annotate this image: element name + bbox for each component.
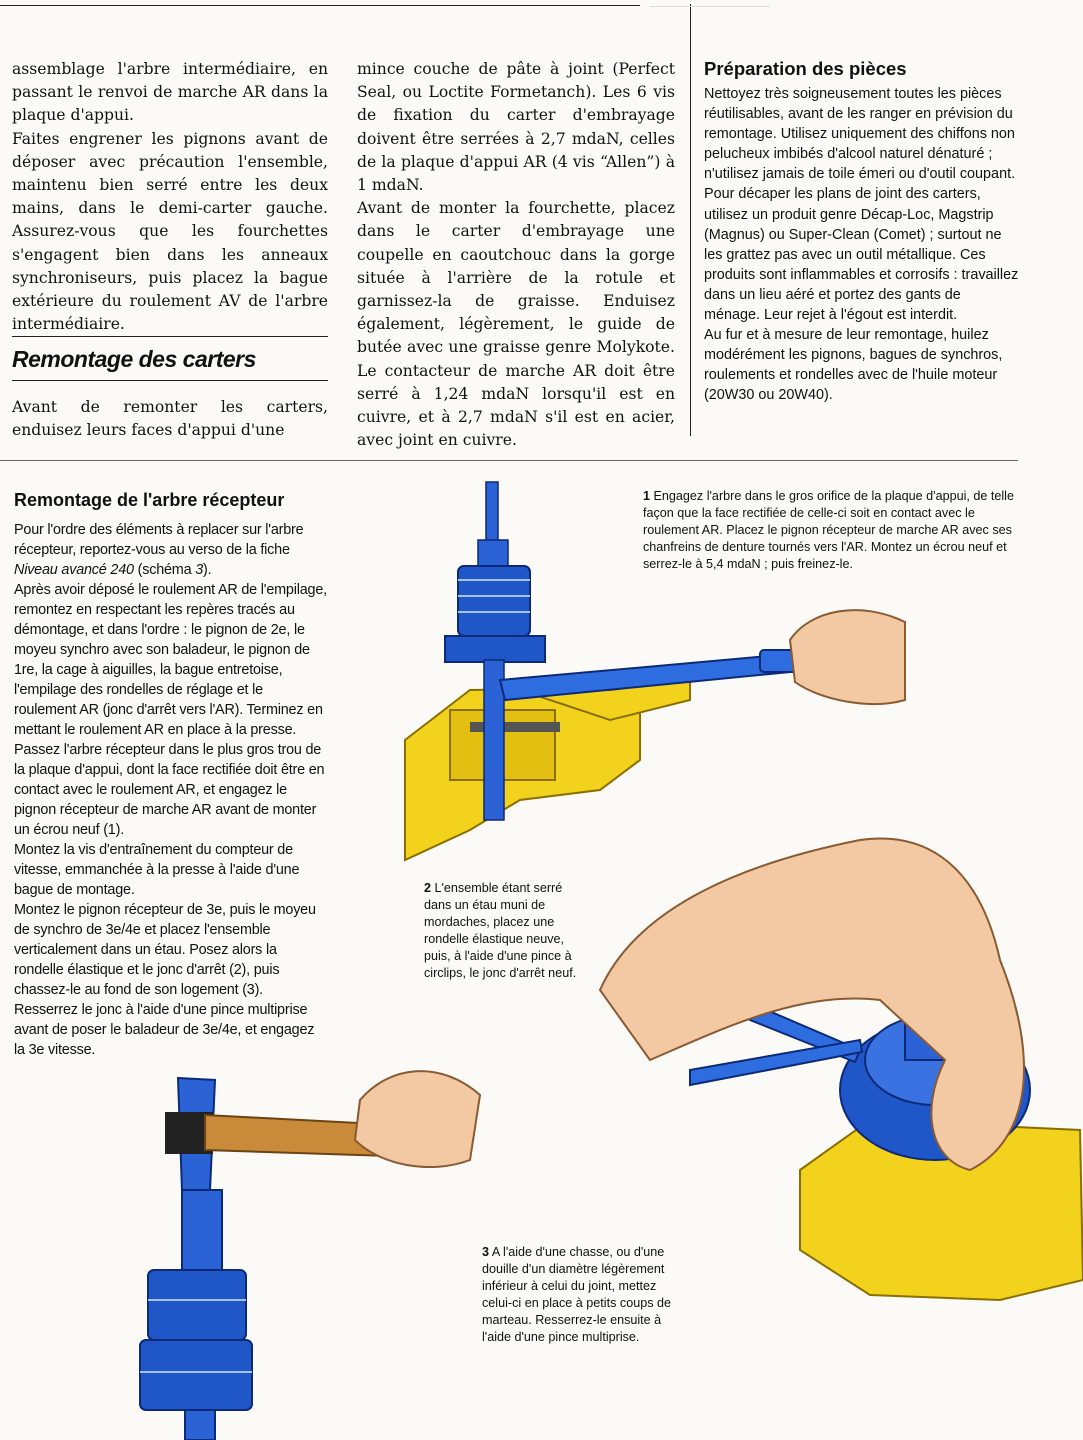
col1-para1: assemblage l'arbre intermédiaire, en passant le renvoi de marche AR dans la plaque d'appui. <box>12 60 328 125</box>
gear-shaft-3 <box>140 1190 252 1440</box>
heading-remontage-carters: Remontage des carters <box>12 346 256 372</box>
heading-preparation: Préparation des pièces <box>704 58 907 79</box>
section-divider <box>0 460 1018 461</box>
hand-3 <box>355 1071 480 1167</box>
lower-text <box>14 520 328 1060</box>
torque-wrench <box>500 650 800 700</box>
col1-para3: Avant de remonter les carters, enduisez leurs faces d'appui d'une <box>12 398 328 440</box>
hand-1 <box>790 610 905 704</box>
heading-rule-top <box>12 336 328 337</box>
col3-para3: Au fur et à mesure de leur remontage, huilez modérément les pignons, bagues de synchros, roulements et rondelles avec de l'huile moteur (20W30 ou 20W40). <box>704 327 1003 404</box>
caption-2: 2 L'ensemble étant serré dans un étau muni de mordaches, placez une rondelle élastique neuve, puis, à l'aide d'une pince à circlips, le jonc d'arrêt neuf. <box>424 881 577 980</box>
show-through-top <box>650 6 770 47</box>
yellow-vise <box>405 680 690 860</box>
caption-1: 1 Engagez l'arbre dans le gros orifice de la plaque d'appui, de telle façon que la face rectifiée de celle-ci soit en contact avec le roulement AR. Placez le pignon récepteur de marche AR avec ses chanfreins de denture tournés vers l'AR. Montez un écrou neuf et serrez-le à 5,4 mdaN ; puis freinez-le. <box>643 489 1014 571</box>
column-2 <box>357 58 675 452</box>
lower-para1: Pour l'ordre des éléments à replacer sur l'arbre récepteur, reportez-vous au verso de la fiche Niveau avancé 240 (schéma 3). <box>14 522 304 578</box>
col1-para2: Faites engrener les pignons avant de déposer avec précaution l'ensemble, maintenu bien serré entre les deux mains, dans le demi-carter gauche. Assurez-vous que les fourchettes s'engagent bien dans les anneaux synchroniseurs, puis placez la bague extérieure du roulement AV de l'arbre intermédiaire. <box>12 129 328 334</box>
col3-para2: Pour décaper les plans de joint des carters, utilisez un produit genre Décap-Loc, Magstrip (Magnus) ou Super-Clean (Comet) ; surtout ne les grattez pas avec un outil métallique. Ces produits sont inflammables et corrosifs : travaillez dans un lieu aéré et portez des gants de ménage. Leur rejet à l'égout est interdit. <box>704 186 1019 324</box>
heading-arbre-recepteur: Remontage de l'arbre récepteur <box>14 490 285 510</box>
gear-shaft <box>445 482 545 820</box>
col2-para2: Avant de monter la fourchette, placez dans le carter d'embrayage une coupelle en caoutchouc dans la gorge située à l'arrière de la rotule et garnissez-la de graisse. Enduisez également, légèrement, le guide de butée avec une graisse genre Molykote. Le contacteur de marche AR doit être serré à 1,24 mdaN lorsqu'il est en cuivre, et à 2,7 mdaN s'il est en acier, avec joint en cuivre. <box>357 199 675 450</box>
lower-para2: Après avoir déposé le roulement AR de l'empilage, remontez en respectant les repères tracés au démontage, et dans l'ordre : le pignon de 2e, le moyeu synchro avec son baladeur, le pignon de 1re, la cage à aiguilles, la bague entretoise, l'empilage des rondelles de réglage et le roulement AR (jonc d'arrêt vers l'AR). Terminez en mettant le roulement AR en place à la presse. <box>14 582 327 738</box>
top-rule-left <box>0 5 640 6</box>
circlip-pliers <box>650 960 862 1085</box>
heading-rule-bottom <box>12 380 328 381</box>
col3-para1: Nettoyez très soigneusement toutes les pièces réutilisables, avant de les ranger en prévision du remontage. Utilisez uniquement des chiffons non pelucheux imbibés d'alcool naturel dénaturé ; n'utilisez jamais de toile émeri ou d'outil coupant. <box>704 86 1016 183</box>
column-1 <box>12 58 328 336</box>
hammer <box>165 1078 455 1190</box>
lower-para3: Passez l'arbre récepteur dans le plus gros trou de la plaque d'appui, dont la face rectifiée doit être en contact avec le roulement AR, et engagez le pignon récepteur de marche AR avant de monter un écrou neuf (1). <box>14 742 325 838</box>
column-divider <box>690 4 691 436</box>
caption-3: 3 A l'aide d'une chasse, ou d'une douille d'un diamètre légèrement inférieur à celui du joint, mettez celui-ci en place à petits coups de marteau. Resserrez-le ensuite à l'aide d'une pince multiprise. <box>482 1245 672 1344</box>
lower-para4: Montez la vis d'entraînement du compteur de vitesse, emmanchée à la presse à l'aide d'une bague de montage. <box>14 842 300 898</box>
column-3 <box>704 84 1020 406</box>
hand-2 <box>600 839 1024 1171</box>
col2-para1: mince couche de pâte à joint (Perfect Seal, ou Loctite Formetanch). Les 6 vis de fixation du carter d'embrayage doivent être serrées à 2,7 mdaN, celles de la plaque d'appui AR (4 vis “Allen”) à 1 mdaN. <box>357 60 675 195</box>
yellow-vise-2 <box>800 1120 1083 1300</box>
gear-stack-2 <box>840 990 1030 1160</box>
lower-para5: Montez le pignon récepteur de 3e, puis le moyeu de synchro de 3e/4e et placez l'ensemble verticalement dans un étau. Posez alors la rondelle élastique et le jonc d'arrêt (2), puis chassez-le au fond de son logement (3). Resserrez le jonc à l'aide d'une pince multiprise avant de poser le baladeur de 3e/4e, et engagez la 3e vitesse. <box>14 902 316 1058</box>
